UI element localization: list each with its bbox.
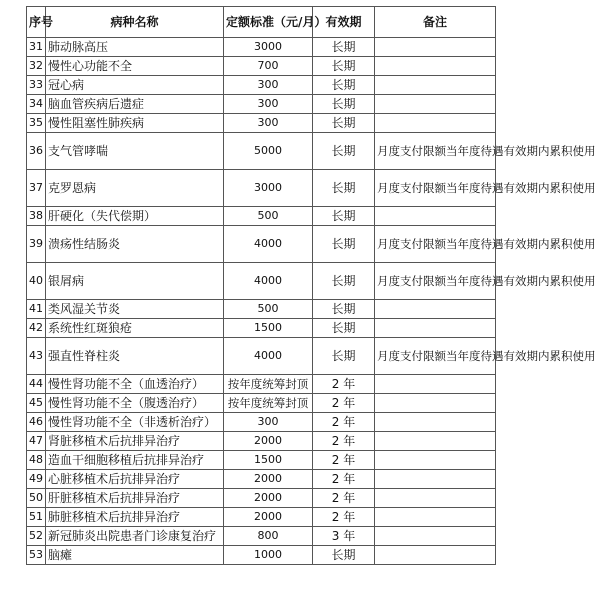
- validity-period: 3 年: [313, 527, 375, 546]
- note: [375, 394, 496, 413]
- table-row: [27, 170, 496, 207]
- validity-period: 长期: [313, 57, 375, 76]
- disease-name: 慢性肾功能不全（血透治疗）: [46, 375, 224, 394]
- quota-amount: 300: [224, 95, 313, 114]
- validity-period: 长期: [313, 170, 375, 207]
- table-row: [27, 319, 496, 338]
- validity-period: 长期: [313, 319, 375, 338]
- validity-period: 长期: [313, 114, 375, 133]
- note: [375, 546, 496, 565]
- disease-quota-table: [26, 6, 596, 565]
- note: [375, 489, 496, 508]
- table-row: [27, 263, 496, 300]
- note: 月度支付限额当年度待遇有效期内累积使用: [375, 226, 496, 263]
- table-row: [27, 546, 496, 565]
- disease-name: 慢性心功能不全: [46, 57, 224, 76]
- row-number: 48: [27, 451, 46, 470]
- row-number: 34: [27, 95, 46, 114]
- table-row: [27, 338, 496, 375]
- note: 月度支付限额当年度待遇有效期内累积使用: [375, 263, 496, 300]
- table-row: [27, 57, 496, 76]
- row-number: 52: [27, 527, 46, 546]
- note: [375, 95, 496, 114]
- validity-period: 2 年: [313, 508, 375, 527]
- disease-name: 脑血管疾病后遗症: [46, 95, 224, 114]
- table-row: [27, 508, 496, 527]
- disease-name: 慢性肾功能不全（腹透治疗）: [46, 394, 224, 413]
- row-number: 43: [27, 338, 46, 375]
- table-row: [27, 95, 496, 114]
- note: [375, 300, 496, 319]
- header-note: 备注: [375, 7, 496, 38]
- note: [375, 432, 496, 451]
- note: [375, 470, 496, 489]
- header-seq: 序号: [27, 7, 46, 38]
- table-row: [27, 413, 496, 432]
- note: [375, 114, 496, 133]
- disease-name: 慢性阻塞性肺疾病: [46, 114, 224, 133]
- table-row: [27, 76, 496, 95]
- quota-amount: 800: [224, 527, 313, 546]
- note: 月度支付限额当年度待遇有效期内累积使用: [375, 133, 496, 170]
- quota-amount: 1500: [224, 451, 313, 470]
- table-row: [27, 114, 496, 133]
- row-number: 44: [27, 375, 46, 394]
- quota-amount: 300: [224, 114, 313, 133]
- table-row: [27, 38, 496, 57]
- row-number: 42: [27, 319, 46, 338]
- quota-amount: 2000: [224, 508, 313, 527]
- row-number: 32: [27, 57, 46, 76]
- note: [375, 207, 496, 226]
- disease-name: 新冠肺炎出院患者门诊康复治疗: [46, 527, 224, 546]
- table-row: [27, 226, 496, 263]
- disease-name: 肝脏移植术后抗排异治疗: [46, 489, 224, 508]
- validity-period: 长期: [313, 38, 375, 57]
- disease-name: 系统性红斑狼疮: [46, 319, 224, 338]
- note: [375, 451, 496, 470]
- disease-name: 溃疡性结肠炎: [46, 226, 224, 263]
- row-number: 37: [27, 170, 46, 207]
- row-number: 33: [27, 76, 46, 95]
- disease-name: 肾脏移植术后抗排异治疗: [46, 432, 224, 451]
- validity-period: 2 年: [313, 394, 375, 413]
- table-row: [27, 470, 496, 489]
- table-row: [27, 489, 496, 508]
- quota-amount: 5000: [224, 133, 313, 170]
- row-number: 49: [27, 470, 46, 489]
- quota-amount: 300: [224, 76, 313, 95]
- row-number: 51: [27, 508, 46, 527]
- validity-period: 2 年: [313, 413, 375, 432]
- row-number: 36: [27, 133, 46, 170]
- row-number: 31: [27, 38, 46, 57]
- quota-amount: 按年度统筹封顶: [224, 375, 313, 394]
- quota-amount: 2000: [224, 489, 313, 508]
- note: [375, 38, 496, 57]
- validity-period: 长期: [313, 76, 375, 95]
- quota-amount: 3000: [224, 170, 313, 207]
- table-row: [27, 432, 496, 451]
- disease-name: 克罗恩病: [46, 170, 224, 207]
- quota-amount: 4000: [224, 263, 313, 300]
- quota-amount: 300: [224, 413, 313, 432]
- disease-name: 支气管哮喘: [46, 133, 224, 170]
- table-row: [27, 133, 496, 170]
- disease-name: 类风湿关节炎: [46, 300, 224, 319]
- table-row: [27, 527, 496, 546]
- table-body: [27, 38, 596, 565]
- note: [375, 527, 496, 546]
- disease-name: 肺动脉高压: [46, 38, 224, 57]
- table-row: [27, 207, 496, 226]
- table-row: [27, 451, 496, 470]
- table-row: [27, 394, 496, 413]
- validity-period: 长期: [313, 226, 375, 263]
- row-number: 39: [27, 226, 46, 263]
- disease-name: 慢性肾功能不全（非透析治疗）: [46, 413, 224, 432]
- validity-period: 长期: [313, 263, 375, 300]
- disease-name: 银屑病: [46, 263, 224, 300]
- note: [375, 508, 496, 527]
- note: 月度支付限额当年度待遇有效期内累积使用: [375, 170, 496, 207]
- disease-name: 冠心病: [46, 76, 224, 95]
- note: [375, 375, 496, 394]
- table-row: [27, 300, 496, 319]
- disease-name: 脑瘫: [46, 546, 224, 565]
- validity-period: 长期: [313, 300, 375, 319]
- row-number: 50: [27, 489, 46, 508]
- validity-period: 长期: [313, 338, 375, 375]
- quota-amount: 3000: [224, 38, 313, 57]
- row-number: 40: [27, 263, 46, 300]
- disease-name: 肝硬化（失代偿期）: [46, 207, 224, 226]
- quota-amount: 1500: [224, 319, 313, 338]
- validity-period: 长期: [313, 95, 375, 114]
- validity-period: 2 年: [313, 470, 375, 489]
- header-validity: 有效期: [313, 7, 375, 38]
- quota-amount: 500: [224, 300, 313, 319]
- quota-amount: 2000: [224, 432, 313, 451]
- quota-amount: 1000: [224, 546, 313, 565]
- quota-amount: 2000: [224, 470, 313, 489]
- header-disease-name: 病种名称: [46, 7, 224, 38]
- validity-period: 长期: [313, 546, 375, 565]
- disease-name: 造血干细胞移植后抗排异治疗: [46, 451, 224, 470]
- validity-period: 长期: [313, 207, 375, 226]
- row-number: 38: [27, 207, 46, 226]
- disease-name: 心脏移植术后抗排异治疗: [46, 470, 224, 489]
- validity-period: 2 年: [313, 375, 375, 394]
- validity-period: 长期: [313, 133, 375, 170]
- quota-amount: 500: [224, 207, 313, 226]
- row-number: 35: [27, 114, 46, 133]
- note: [375, 76, 496, 95]
- note: 月度支付限额当年度待遇有效期内累积使用: [375, 338, 496, 375]
- quota-amount: 4000: [224, 338, 313, 375]
- row-number: 53: [27, 546, 46, 565]
- table-header-row: [27, 7, 496, 38]
- row-number: 41: [27, 300, 46, 319]
- header-quota-standard: 定额标准（元/月）: [224, 7, 313, 38]
- row-number: 45: [27, 394, 46, 413]
- validity-period: 2 年: [313, 489, 375, 508]
- table-row: [27, 375, 496, 394]
- row-number: 47: [27, 432, 46, 451]
- validity-period: 2 年: [313, 451, 375, 470]
- validity-period: 2 年: [313, 432, 375, 451]
- row-number: 46: [27, 413, 46, 432]
- disease-name: 强直性脊柱炎: [46, 338, 224, 375]
- quota-amount: 700: [224, 57, 313, 76]
- note: [375, 57, 496, 76]
- disease-name: 肺脏移植术后抗排异治疗: [46, 508, 224, 527]
- note: [375, 319, 496, 338]
- quota-amount: 按年度统筹封顶: [224, 394, 313, 413]
- quota-amount: 4000: [224, 226, 313, 263]
- note: [375, 413, 496, 432]
